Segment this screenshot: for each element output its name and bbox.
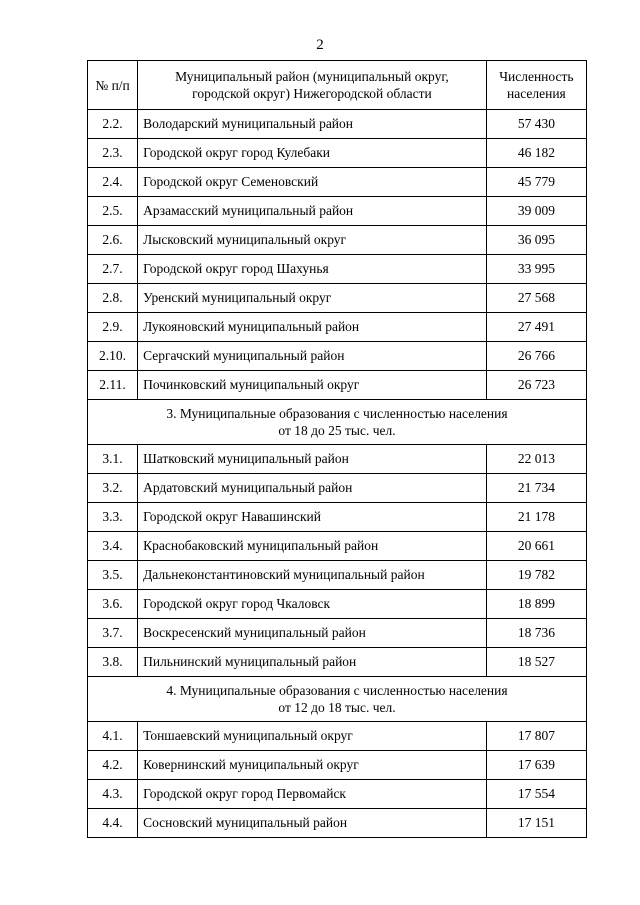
municipality-name: Городской округ город Чкаловск xyxy=(138,590,487,619)
section-heading-line2: от 12 до 18 тыс. чел. xyxy=(278,700,396,715)
population-value: 27 491 xyxy=(486,313,586,342)
table-row xyxy=(88,371,587,400)
municipality-name: Городской округ город Кулебаки xyxy=(138,139,487,168)
table-row xyxy=(88,722,587,751)
population-value: 46 182 xyxy=(486,139,586,168)
population-value: 36 095 xyxy=(486,226,586,255)
population-value: 18 899 xyxy=(486,590,586,619)
section-heading xyxy=(88,400,587,445)
municipality-name: Воскресенский муниципальный район xyxy=(138,619,487,648)
section-heading-line1: 4. Муниципальные образования с численностью населения xyxy=(166,683,508,698)
municipality-name: Тоншаевский муниципальный округ xyxy=(138,722,487,751)
section-row xyxy=(88,677,587,722)
section-heading xyxy=(88,677,587,722)
row-number: 2.8. xyxy=(88,284,138,313)
row-number: 2.5. xyxy=(88,197,138,226)
municipality-name: Ардатовский муниципальный район xyxy=(138,474,487,503)
table-row xyxy=(88,590,587,619)
header-number: № п/п xyxy=(88,61,138,110)
row-number: 2.3. xyxy=(88,139,138,168)
row-number: 3.2. xyxy=(88,474,138,503)
header-municipality-line1: Муниципальный район (муниципальный округ, xyxy=(175,69,449,84)
municipality-name: Ковернинский муниципальный округ xyxy=(138,751,487,780)
table-row xyxy=(88,751,587,780)
population-value: 26 766 xyxy=(486,342,586,371)
municipality-name: Володарский муниципальный район xyxy=(138,110,487,139)
section-heading-line2: от 18 до 25 тыс. чел. xyxy=(278,423,396,438)
table-row xyxy=(88,139,587,168)
row-number: 2.4. xyxy=(88,168,138,197)
header-population-line1: Численность xyxy=(499,69,574,84)
row-number: 4.2. xyxy=(88,751,138,780)
row-number: 3.1. xyxy=(88,445,138,474)
row-number: 2.10. xyxy=(88,342,138,371)
municipality-name: Лысковский муниципальный округ xyxy=(138,226,487,255)
table-row xyxy=(88,284,587,313)
header-population xyxy=(486,61,586,110)
municipality-name: Городской округ город Шахунья xyxy=(138,255,487,284)
table-row xyxy=(88,445,587,474)
row-number: 3.7. xyxy=(88,619,138,648)
table-row xyxy=(88,197,587,226)
row-number: 2.2. xyxy=(88,110,138,139)
table-row xyxy=(88,648,587,677)
municipality-name: Дальнеконстантиновский муниципальный район xyxy=(138,561,487,590)
table-row xyxy=(88,619,587,648)
population-value: 33 995 xyxy=(486,255,586,284)
municipality-name: Городской округ город Первомайск xyxy=(138,780,487,809)
row-number: 4.4. xyxy=(88,809,138,838)
population-value: 17 807 xyxy=(486,722,586,751)
population-value: 57 430 xyxy=(486,110,586,139)
row-number: 2.11. xyxy=(88,371,138,400)
section-row xyxy=(88,400,587,445)
row-number: 3.4. xyxy=(88,532,138,561)
row-number: 3.3. xyxy=(88,503,138,532)
municipality-name: Городской округ Навашинский xyxy=(138,503,487,532)
municipality-name: Лукояновский муниципальный район xyxy=(138,313,487,342)
row-number: 2.9. xyxy=(88,313,138,342)
municipality-name: Арзамасский муниципальный район xyxy=(138,197,487,226)
population-value: 26 723 xyxy=(486,371,586,400)
table-row xyxy=(88,168,587,197)
section-heading-line1: 3. Муниципальные образования с численностью населения xyxy=(166,406,508,421)
page-number: 2 xyxy=(316,37,324,53)
table-row xyxy=(88,255,587,284)
municipality-name: Краснобаковский муниципальный район xyxy=(138,532,487,561)
row-number: 2.7. xyxy=(88,255,138,284)
municipality-name: Починковский муниципальный округ xyxy=(138,371,487,400)
table-row xyxy=(88,532,587,561)
table-row xyxy=(88,226,587,255)
population-value: 17 639 xyxy=(486,751,586,780)
header-municipality xyxy=(138,61,487,110)
row-number: 4.1. xyxy=(88,722,138,751)
population-value: 19 782 xyxy=(486,561,586,590)
population-value: 21 734 xyxy=(486,474,586,503)
municipality-name: Сосновский муниципальный район xyxy=(138,809,487,838)
table-row xyxy=(88,809,587,838)
municipality-name: Городской округ Семеновский xyxy=(138,168,487,197)
population-value: 21 178 xyxy=(486,503,586,532)
header-population-line2: населения xyxy=(507,86,566,101)
population-value: 18 736 xyxy=(486,619,586,648)
population-value: 17 151 xyxy=(486,809,586,838)
row-number: 3.8. xyxy=(88,648,138,677)
table-row xyxy=(88,110,587,139)
municipality-name: Уренский муниципальный округ xyxy=(138,284,487,313)
population-value: 22 013 xyxy=(486,445,586,474)
table-row xyxy=(88,342,587,371)
header-municipality-line2: городской округ) Нижегородской области xyxy=(192,86,432,101)
population-table xyxy=(87,60,587,838)
row-number: 4.3. xyxy=(88,780,138,809)
table-row xyxy=(88,503,587,532)
table-row xyxy=(88,313,587,342)
table-row xyxy=(88,474,587,503)
population-value: 18 527 xyxy=(486,648,586,677)
row-number: 3.5. xyxy=(88,561,138,590)
municipality-name: Пильнинский муниципальный район xyxy=(138,648,487,677)
row-number: 2.6. xyxy=(88,226,138,255)
municipality-name: Шатковский муниципальный район xyxy=(138,445,487,474)
table-row xyxy=(88,561,587,590)
municipality-name: Сергачский муниципальный район xyxy=(138,342,487,371)
population-value: 45 779 xyxy=(486,168,586,197)
population-value: 27 568 xyxy=(486,284,586,313)
row-number: 3.6. xyxy=(88,590,138,619)
population-value: 17 554 xyxy=(486,780,586,809)
population-value: 39 009 xyxy=(486,197,586,226)
population-value: 20 661 xyxy=(486,532,586,561)
table-header-row xyxy=(88,61,587,110)
table-row xyxy=(88,780,587,809)
